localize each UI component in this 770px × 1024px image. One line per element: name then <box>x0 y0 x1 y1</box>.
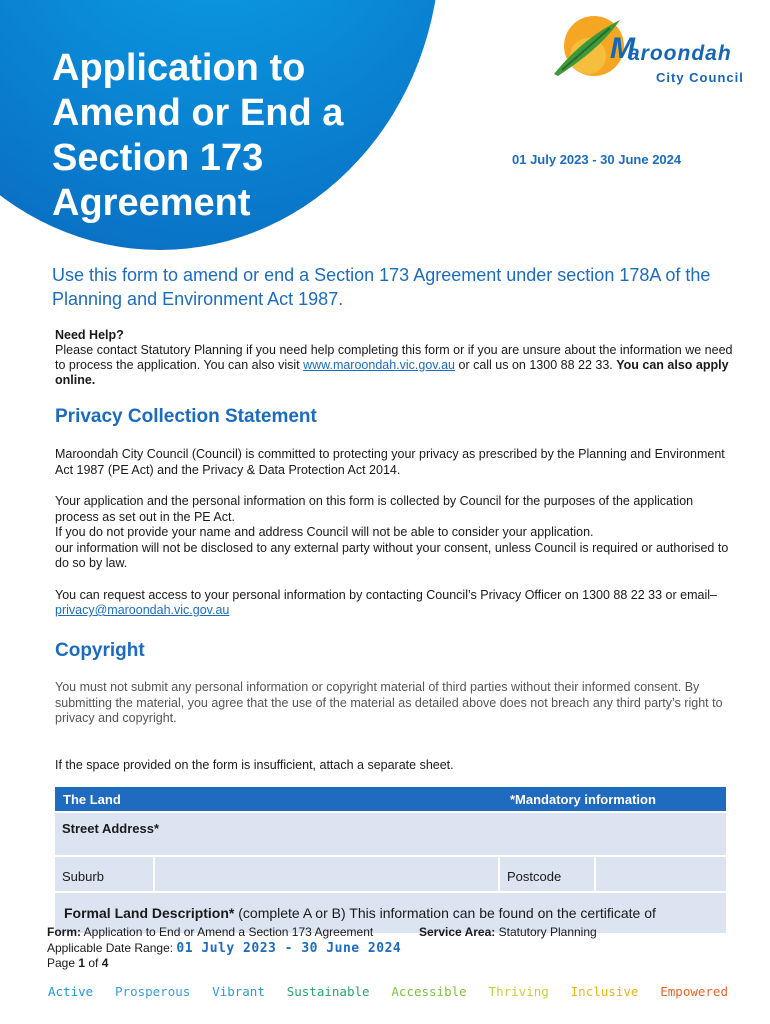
footer-date-line <box>47 941 401 957</box>
logo-initial: M <box>610 32 635 65</box>
suburb-label: Suburb <box>55 857 153 891</box>
privacy-email-link[interactable]: privacy@maroondah.vic.gov.au <box>55 603 230 617</box>
privacy-access-text: You can request access to your personal information by contacting Council’s Privacy Officer on 1300 88 22 33 or email– <box>55 587 717 602</box>
header-date-range: 01 July 2023 - 30 June 2024 <box>512 152 682 167</box>
suburb-input[interactable] <box>155 857 498 891</box>
footer-service-value: Statutory Planning <box>495 925 597 939</box>
land-form-table <box>55 787 726 922</box>
page-prefix: Page <box>47 956 79 970</box>
privacy-line-disclosure: our information will not be disclosed to any external party without your consent, unless Council is required or authorised to do so by law. <box>55 540 729 570</box>
mandatory-note: *Mandatory information <box>510 791 656 807</box>
value-word: Active <box>48 984 94 999</box>
council-values-bar <box>48 984 728 999</box>
footer-service-label: Service Area: <box>419 925 496 939</box>
apply-online-text: You can also apply online. <box>55 358 729 387</box>
privacy-paragraph-1: Maroondah City Council (Council) is committed to protecting your privacy as prescribed by the Planning and Environment Act 1987 (PE Act) and the Privacy & Data Protection Act 2014. <box>55 447 725 477</box>
help-text <box>55 343 735 388</box>
postcode-label: Postcode <box>500 857 594 891</box>
formal-land-instruction: (complete A or B) This information can be found on the certificate of <box>234 905 656 921</box>
privacy-section <box>55 447 735 635</box>
page-footer <box>47 925 597 972</box>
help-text-end: or call us on 1300 88 22 33. <box>455 358 617 372</box>
page-total: 4 <box>101 956 109 970</box>
space-note: If the space provided on the form is insufficient, attach a separate sheet. <box>55 758 454 772</box>
page-title: Application to Amend or End a Section 173 Agreement <box>52 47 344 224</box>
page-current: 1 <box>78 956 86 970</box>
privacy-heading: Privacy Collection Statement <box>55 406 317 427</box>
formal-land-label: Formal Land Description* <box>64 905 235 921</box>
footer-form-line <box>47 925 401 941</box>
help-text-start: Please contact Statutory Planning if you need help completing this form or if you are unsure about the information we need to process the application. You can also visit <box>55 343 733 372</box>
value-word: Inclusive <box>570 984 639 999</box>
copyright-text: You must not submit any personal information or copyright material of third parties without their informed consent. By submitting the material, you agree that the use of the material as detailed above does not breach any third party’s right to privacy and copyright. <box>55 680 723 725</box>
logo-wordmark: aroondah <box>628 42 732 65</box>
council-logo <box>548 12 758 92</box>
intro-text: Use this form to amend or end a Section 173 Agreement under section 178A of the Planning and Environment Act 1987. <box>52 265 711 309</box>
value-word: Prosperous <box>115 984 191 999</box>
help-section <box>55 328 735 388</box>
footer-service-area <box>419 925 679 941</box>
copyright-heading: Copyright <box>55 640 145 661</box>
help-heading: Need Help? <box>55 328 124 342</box>
privacy-paragraph-2 <box>55 494 735 572</box>
postcode-input[interactable] <box>596 857 726 891</box>
footer-page-number <box>47 956 401 972</box>
page-of: of <box>85 956 102 970</box>
street-address-field[interactable] <box>55 813 726 855</box>
value-word: Sustainable <box>286 984 370 999</box>
value-word: Empowered <box>660 984 728 999</box>
value-word: Thriving <box>488 984 549 999</box>
website-link[interactable]: www.maroondah.vic.gov.au <box>303 358 456 372</box>
value-word: Accessible <box>391 984 467 999</box>
land-section-title: The Land <box>63 791 121 807</box>
footer-date-value: 01 July 2023 - 30 June 2024 <box>176 940 402 956</box>
footer-form-value: Application to End or Amend a Section 173 Agreement <box>81 925 374 939</box>
privacy-line-name: If you do not provide your name and address Council will not be able to consider your application. <box>55 525 594 539</box>
logo-emblem-icon <box>548 12 635 84</box>
value-word: Vibrant <box>212 984 265 999</box>
privacy-line-purpose: Your application and the personal information on this form is collected by Council for the purposes of the application process as set out in the PE Act. <box>55 494 694 524</box>
footer-date-label: Applicable Date Range: <box>47 940 177 955</box>
footer-form-label: Form: <box>47 925 81 939</box>
logo-subtitle: City Council <box>656 70 744 85</box>
street-address-label: Street Address* <box>62 821 160 836</box>
privacy-paragraph-3 <box>55 588 735 619</box>
land-section-header <box>55 787 726 811</box>
suburb-postcode-row <box>55 857 726 891</box>
